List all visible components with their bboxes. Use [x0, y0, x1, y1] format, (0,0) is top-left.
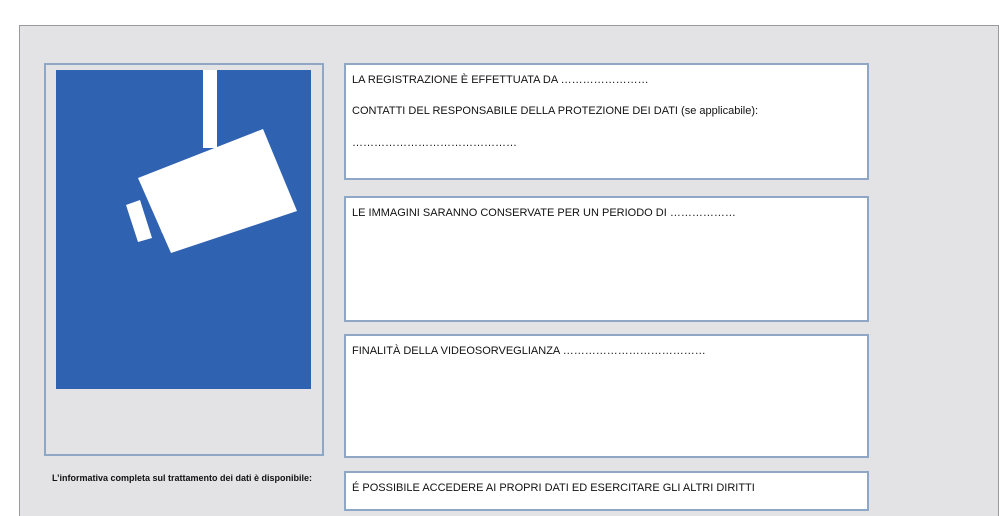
registration-box — [344, 63, 869, 180]
retention-period-line: LE IMMAGINI SARANNO CONSERVATE PER UN PERIODO DI ……………… — [352, 207, 736, 219]
dpo-contacts-blank: ……………………………………… — [352, 136, 517, 149]
rights-line: É POSSIBILE ACCEDERE AI PROPRI DATI ED ESERCITARE GLI ALTRI DIRITTI — [352, 482, 755, 494]
cctv-camera-icon — [56, 70, 311, 389]
purpose-box — [344, 334, 869, 458]
registration-controller-line: LA REGISTRAZIONE È EFFETTUATA DA …………………… — [352, 74, 649, 86]
dpo-contacts-label: CONTATTI DEL RESPONSABILE DELLA PROTEZIONE DEI DATI (se applicabile): — [352, 105, 759, 118]
surveillance-purpose-line: FINALITÀ DELLA VIDEOSORVEGLIANZA ………………………………… — [352, 345, 706, 357]
retention-box — [344, 196, 869, 322]
info-note: L’informativa completa sul trattamento dei dati è disponibile: — [52, 473, 313, 483]
rights-box — [344, 471, 869, 511]
